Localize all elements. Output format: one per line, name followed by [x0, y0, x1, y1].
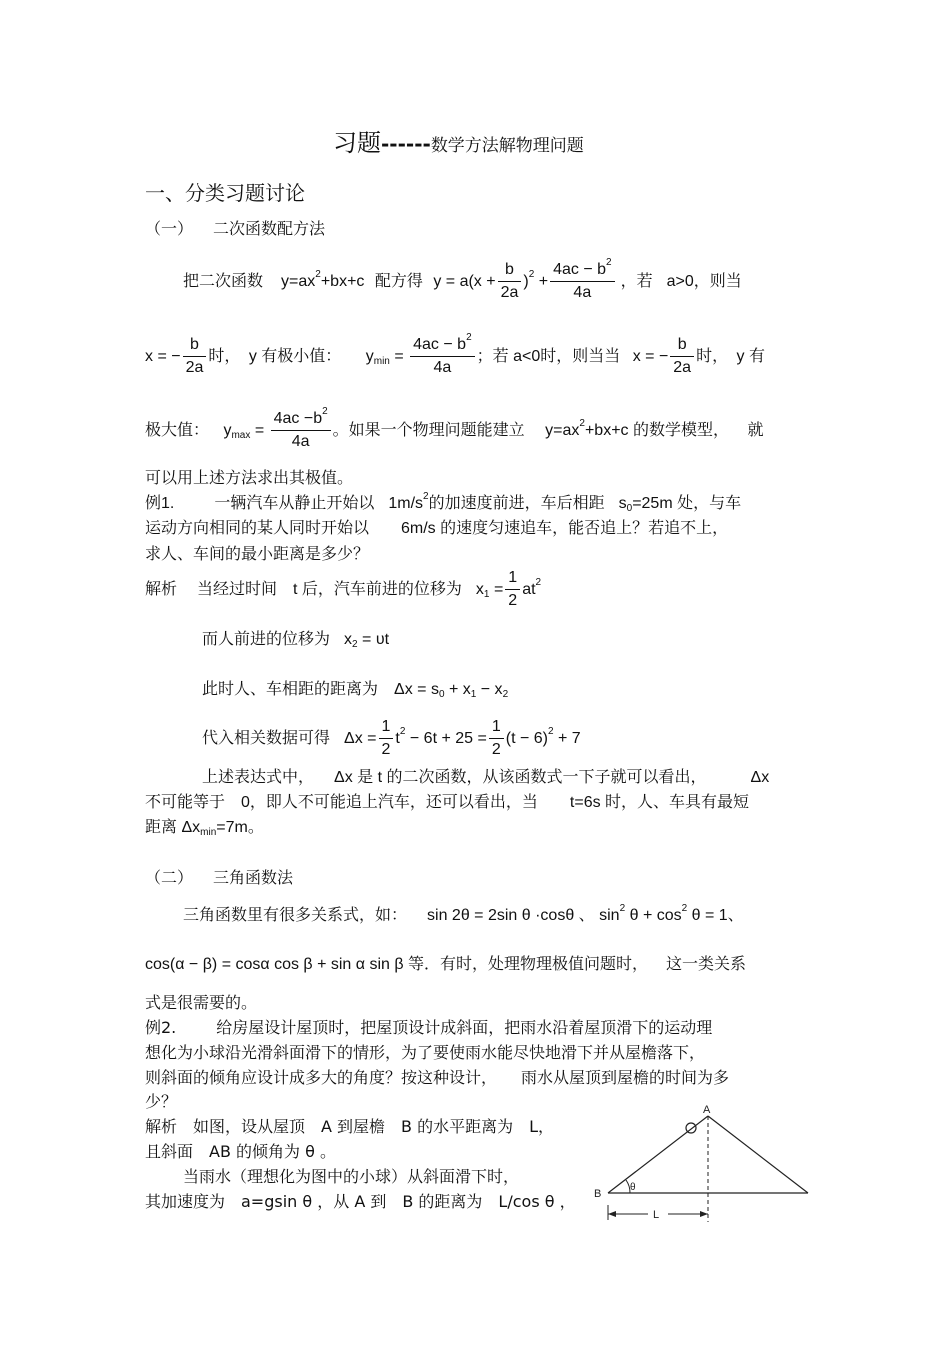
fraction-half-3: $\frac{1}{2}$ — [489, 716, 504, 761]
solution-2-line-3: 当雨水（理想化为图中的小球）从斜面滑下时， — [183, 1167, 520, 1186]
arrow-right-icon — [700, 1211, 708, 1217]
paragraph-quadratic-1: 把二次函数 $y=ax^2+bx+c$ 配方得 y = a(x + $\frac{b}{2a}$ )$^2$ + $\frac{4ac - b^2}{4a}$ ，若 a>0，则当 — [183, 258, 742, 306]
fraction-4ac: $\frac{4ac - b^2}{4a}$ — [550, 259, 615, 304]
solution-1-line-4: 代入相关数据可得 Δx = $\frac{1}{2}$ $t^2 - 6t + 25$ = $\frac{1}{2}$ $(t - 6)^2 + 7$ — [202, 715, 581, 763]
example-1-line-3: 求人、车间的最小距离是多少？ — [145, 544, 370, 563]
example-2-line-2: 想化为小球沿光滑斜面滑下的情形，为了要使雨水能尽快地滑下并从屋檐落下， — [145, 1043, 706, 1062]
fraction-half: $\frac{1}{2}$ — [505, 567, 520, 612]
label-b: B — [594, 1188, 602, 1200]
arrow-left-icon — [608, 1211, 616, 1217]
solution-2-line-2: 且斜面 AB 的倾角为 θ 。 — [145, 1142, 336, 1161]
subsection-heading-2: （二） 三角函数法 — [145, 868, 294, 887]
solution-1-line-6: 不可能等于 0，即人不可能追上汽车，还可以看出，当 t=6s 时，人、车具有最短 — [145, 794, 750, 811]
example-2-line-3: 则斜面的倾角应设计成多大的角度？按这种设计， 雨水从屋顶到屋檐的时间为多 — [145, 1068, 730, 1087]
solution-1-line-5: 上述表达式中， Δx 是 t 的二次函数，从该函数式一下子就可以看出， Δx — [202, 769, 770, 786]
solution-1-line-3: 此时人、车相距的距离为 $\Delta x = s_0 + x_1 - x_2$ — [202, 681, 509, 700]
label-l: L — [653, 1209, 660, 1221]
example-1-line-1: 例1. 一辆汽车从静止开始以 $1m/s^2$的加速度前进，车后相距 $s_0=25m$ 处，与车 — [145, 491, 742, 514]
example-1-line-2: 运动方向相同的某人同时开始以 6m/s 的速度匀速追车，能否追上？若追不上， — [145, 520, 729, 537]
solution-1-line-2: 而人前进的位移为 $x_2 = \upsilon t$ — [202, 631, 390, 650]
section-heading: 一、分类习题讨论 — [145, 181, 305, 205]
paragraph-quadratic-2: x = − $\frac{b}{2a}$ 时， y 有极小值： $y_{min}$ = $\frac{4ac - b^2}{4a}$ ；若 a<0时，则当当 x = − $\frac{b}{2a}$ 时， y 有 — [145, 333, 765, 381]
paragraph-trig-1: 三角函数里有很多关系式，如： sin 2θ = 2sin θ ·cosθ 、 $\sin^2 \theta + \cos^2 \theta = 1$、 — [183, 903, 744, 924]
fraction-b-2a-max: $\frac{b}{2a}$ — [670, 334, 694, 379]
paragraph-trig-3: 式是很需要的。 — [145, 993, 258, 1012]
fraction-ymin: $\frac{4ac - b^2}{4a}$ — [410, 334, 475, 379]
slope-line-ab — [608, 1116, 708, 1193]
paragraph-quadratic-4: 可以用上述方法求出其极值。 — [145, 468, 354, 487]
ball-icon — [686, 1123, 696, 1133]
solution-2-line-1: 解析 如图，设从屋顶 A 到屋檐 B 的水平距离为 L， — [145, 1117, 555, 1136]
fraction-half-2: $\frac{1}{2}$ — [379, 716, 394, 761]
label-a: A — [703, 1104, 711, 1116]
solution-1-line-1: 解析 当经过时间 t 后，汽车前进的位移为 $x_1$ = $\frac{1}{2}$ $at^2$ — [145, 566, 541, 614]
fraction-ymax: $\frac{4ac -b^2}{4a}$ — [271, 408, 331, 453]
fraction-b-2a-min: $\frac{b}{2a}$ — [183, 334, 207, 379]
fraction-b-2a: $\frac{b}{2a}$ — [498, 259, 522, 304]
roof-slope-figure — [590, 1102, 820, 1227]
roof-right-line — [708, 1116, 808, 1193]
solution-1-line-7: 距离 $\Delta x_{min}=7m$。 — [145, 819, 264, 838]
example-2-line-4: 少？ — [145, 1092, 178, 1111]
label-theta: θ — [630, 1182, 636, 1193]
subsection-heading-1: （一） 二次函数配方法 — [145, 219, 326, 238]
solution-2-line-4: 其加速度为 a=gsin θ ，从 A 到 B 的距离为 L/cos θ ， — [145, 1192, 576, 1211]
page-title: 习题------数学方法解物理问题 — [333, 129, 584, 157]
paragraph-trig-2: cos(α − β) = cosα cos β + sin α sin β 等．有时，处理物理极值问题时， 这一类关系 — [145, 956, 747, 973]
example-2-line-1: 例2. 给房屋设计屋顶时，把屋顶设计成斜面，把雨水沿着屋顶滑下的运动理 — [145, 1018, 713, 1037]
paragraph-quadratic-3: 极大值： $y_{max}$ = $\frac{4ac -b^2}{4a}$ 。如果一个物理问题能建立 $y=ax^2+bx+c$ 的数学模型， 就 — [145, 407, 763, 455]
